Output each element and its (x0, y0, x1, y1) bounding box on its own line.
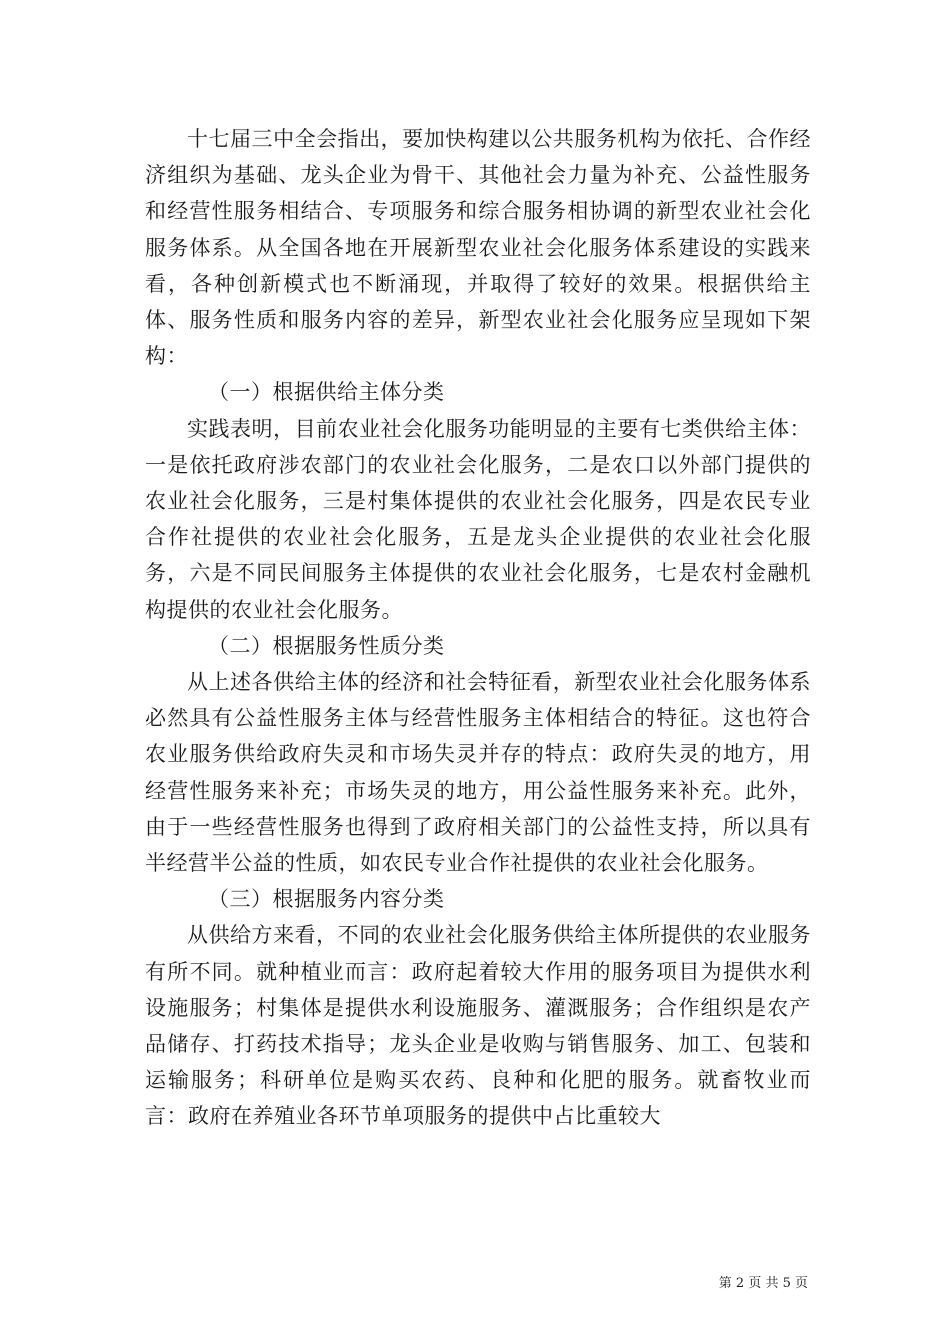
service-nature-paragraph: 从上述各供给主体的经济和社会特征看，新型农业社会化服务体系必然具有公益性服务主体与经营性服务主体相结合的特征。这也符合农业服务供给政府失灵和市场失灵并存的特点：政府失灵的地方，用经营性服务来补充；市场失灵的地方，用公益性服务来补充。此外，由于一些经营性服务也得到了政府相关部门的公益性支持，所以具有半经营半公益的性质，如农民专业合作社提供的农业社会化服务。 (145, 670, 811, 876)
section-heading-supply-subject: （一）根据供给主体分类 (208, 380, 445, 405)
section-heading-service-nature: （二）根据服务性质分类 (208, 633, 445, 658)
supply-subject-paragraph: 实践表明，目前农业社会化服务功能明显的主要有七类供给主体：一是依托政府涉农部门的农业社会化服务，二是农口以外部门提供的农业社会化服务，三是村集体提供的农业社会化服务，四是农民专业合作社提供的农业社会化服务，五是龙头企业提供的农业社会化服务，六是不同民间服务主体提供的农业社会化服务，七是农村金融机构提供的农业社会化服务。 (145, 416, 811, 622)
page-number-footer: 第 2 页 共 5 页 (718, 1276, 808, 1291)
document-body (145, 121, 811, 1135)
section-heading-service-content: （三）根据服务内容分类 (208, 887, 445, 912)
intro-paragraph: 十七届三中全会指出，要加快构建以公共服务机构为依托、合作经济组织为基础、龙头企业为骨干、其他社会力量为补充、公益性服务和经营性服务相结合、专项服务和综合服务相协调的新型农业社会化服务体系。从全国各地在开展新型农业社会化服务体系建设的实践来看，各种创新模式也不断涌现，并取得了较好的效果。根据供给主体、服务性质和服务内容的差异，新型农业社会化服务应呈现如下架构： (145, 127, 811, 369)
service-content-paragraph: 从供给方来看，不同的农业社会化服务供给主体所提供的农业服务有所不同。就种植业而言：政府起着较大作用的服务项目为提供水利设施服务；村集体是提供水利设施服务、灌溉服务；合作组织是农产品储存、打药技术指导；龙头企业是收购与销售服务、加工、包装和运输服务；科研单位是购买农药、良种和化肥的服务。就畜牧业而言：政府在养殖业各环节单项服务的提供中占比重较大 (145, 923, 811, 1129)
